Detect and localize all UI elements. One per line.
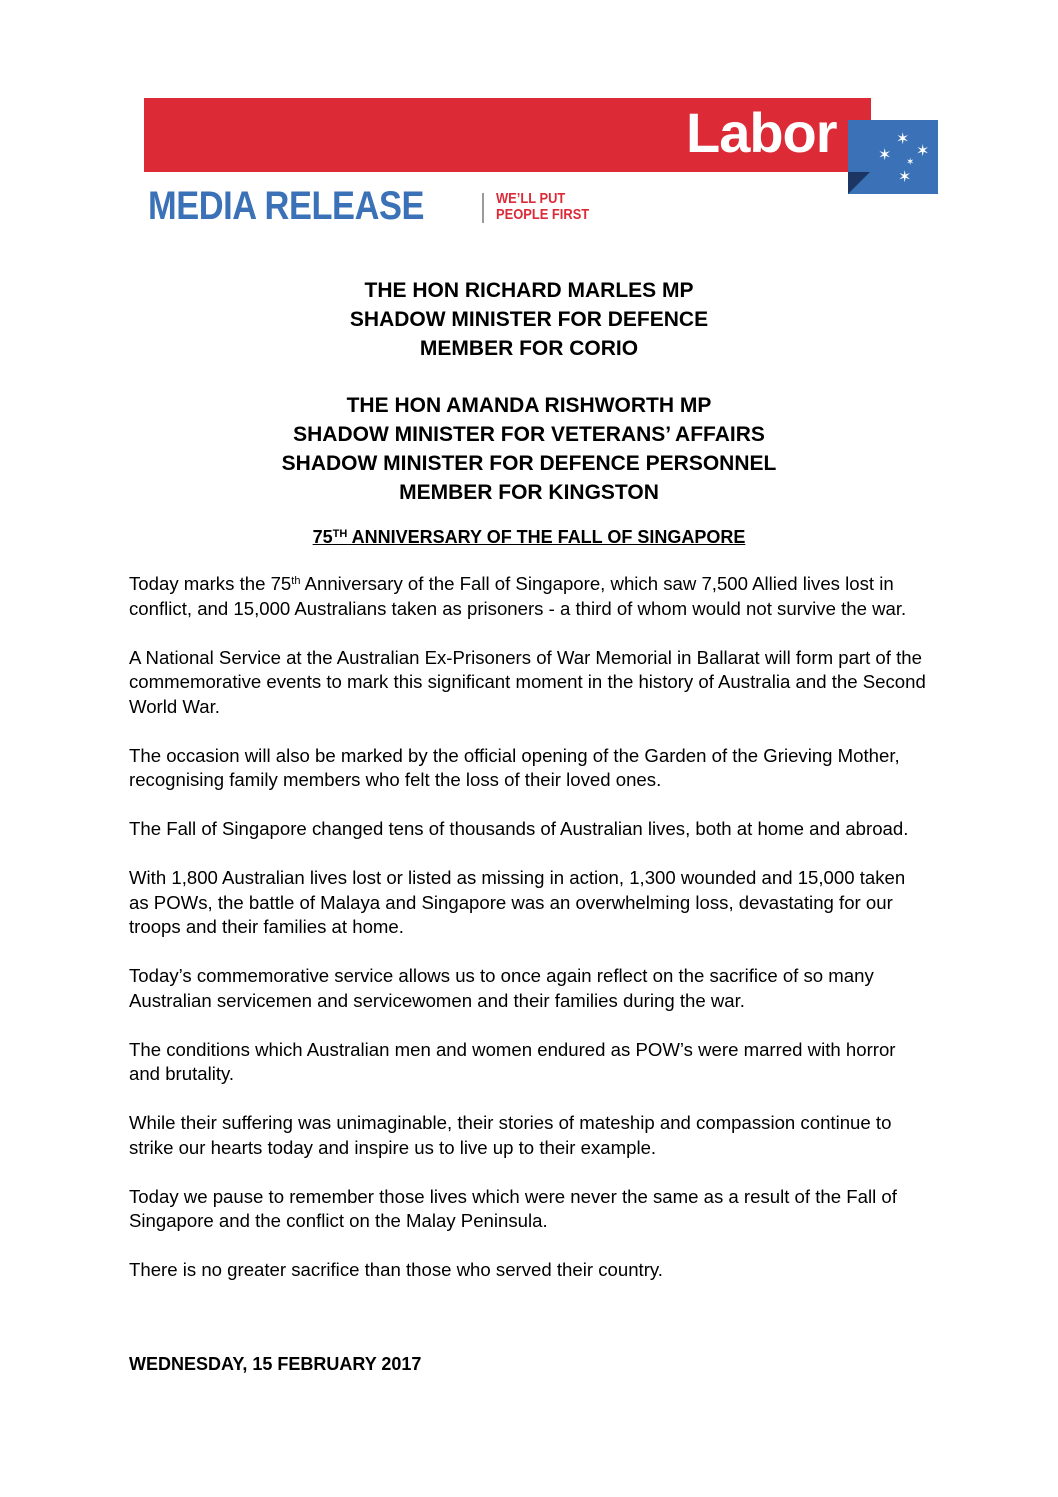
- minister-name: THE HON AMANDA RISHWORTH MP: [346, 394, 712, 417]
- star-icon: ✶: [906, 157, 915, 168]
- star-icon: ✶: [898, 169, 912, 186]
- tagline-line-1: WE’LL PUT: [496, 190, 566, 207]
- tagline: [496, 191, 589, 223]
- title-rest: ANNIVERSARY OF THE FALL OF SINGAPORE: [347, 527, 746, 547]
- tagline-line-2: PEOPLE FIRST: [496, 206, 590, 223]
- body-paragraph: The Fall of Singapore changed tens of thousands of Australian lives, both at home and abroad.: [129, 818, 909, 839]
- body-paragraph: A National Service at the Australian Ex-Prisoners of War Memorial in Ballarat will form part of the commemorative events to mark this significant moment in the history of Australia and the Second World War.: [129, 646, 926, 717]
- title-text: [313, 527, 746, 547]
- flag-fold-shadow: [848, 172, 870, 194]
- body-paragraph: Today we pause to remember those lives which were never the same as a result of the Fall of Singapore and the conflict on the Malay Peninsula.: [129, 1185, 897, 1231]
- release-body: [129, 572, 929, 1307]
- labor-logo-text: Labor: [686, 101, 837, 164]
- title-superscript: TH: [332, 528, 348, 540]
- title-number: 75: [312, 527, 333, 547]
- release-title: [0, 524, 1058, 550]
- media-release-wordmark: MEDIA RELEASE: [148, 184, 425, 228]
- southern-cross-flag-icon: [848, 120, 938, 194]
- minister-name: THE HON RICHARD MARLES MP: [364, 279, 694, 302]
- star-icon: ✶: [878, 147, 892, 164]
- minister-block-marles: [0, 276, 1058, 363]
- minister-portfolio: SHADOW MINISTER FOR DEFENCE: [349, 308, 709, 331]
- header-divider: [482, 193, 484, 223]
- body-paragraph: There is no greater sacrifice than those who served their country.: [129, 1259, 663, 1280]
- release-date: WEDNESDAY, 15 FEBRUARY 2017: [129, 1354, 422, 1374]
- minister-block-rishworth: [0, 391, 1058, 507]
- body-paragraph: The conditions which Australian men and women endured as POW’s were marred with horror and brutality.: [129, 1038, 896, 1084]
- body-paragraph: Today’s commemorative service allows us to once again reflect on the sacrifice of so many Australian servicemen and servicewomen and their families during the war.: [129, 965, 874, 1011]
- body-paragraph: With 1,800 Australian lives lost or listed as missing in action, 1,300 wounded and 15,000 taken as POWs, the battle of Malaya and Singapore was an overwhelming loss, devastating for our troops and their families at home.: [129, 867, 906, 937]
- p1-text-before: Today marks the 75: [129, 573, 292, 594]
- body-paragraph: The occasion will also be marked by the official opening of the Garden of the Grieving Mother, recognising family members who felt the loss of their loved ones.: [129, 744, 900, 790]
- minister-portfolio: SHADOW MINISTER FOR VETERANS’ AFFAIRS: [293, 423, 765, 446]
- minister-electorate: MEMBER FOR CORIO: [419, 337, 639, 360]
- star-icon: ✶: [896, 131, 910, 148]
- minister-electorate: MEMBER FOR KINGSTON: [399, 481, 659, 504]
- body-paragraph: While their suffering was unimaginable, their stories of mateship and compassion continue to strike our hearts today and inspire us to live up to their example.: [129, 1112, 892, 1158]
- star-icon: ✶: [916, 143, 930, 160]
- body-paragraph-1: [129, 572, 929, 621]
- minister-portfolio: SHADOW MINISTER FOR DEFENCE PERSONNEL: [281, 452, 777, 475]
- p1-superscript: th: [291, 575, 301, 587]
- p1-text-after: Anniversary of the Fall of Singapore, which saw 7,500 Allied lives lost in conflict, and 15,000 Australians taken as prisoners - a third of whom would not survive the war.: [129, 573, 907, 619]
